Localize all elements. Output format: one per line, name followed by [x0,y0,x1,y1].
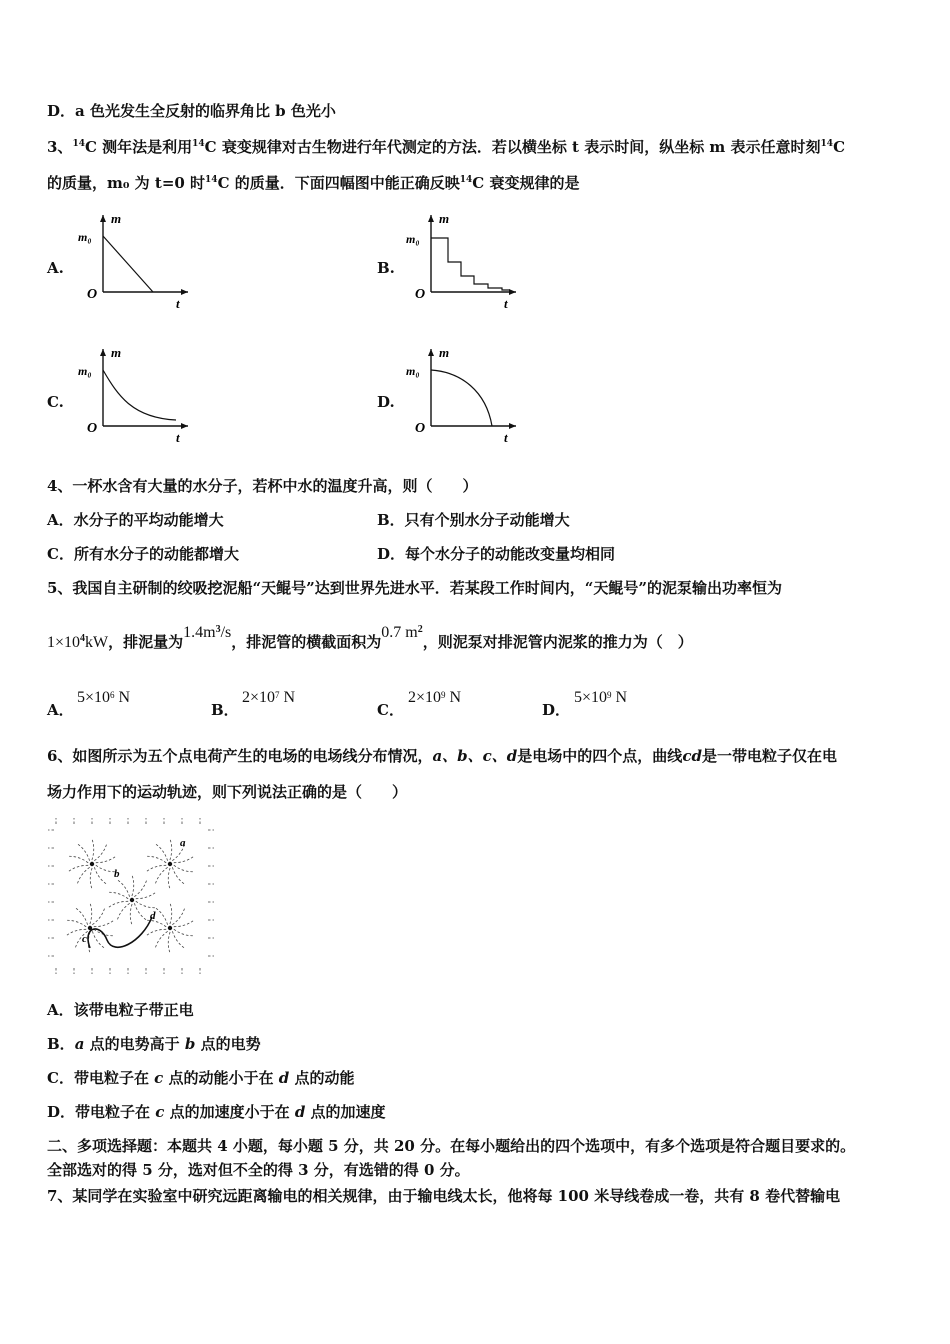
point-charge [168,926,172,930]
q4-stem: 4、一杯水含有大量的水分子，若杯中水的温度升高，则（ ） [47,477,478,495]
q3-graph-d [406,346,526,446]
q6-option-d: D．带电粒子在 c 点的加速度小于在 d 点的加速度 [47,1103,386,1121]
svg-text:d: d [150,910,156,922]
q5-option-d-value: $5\times 10^9$ N [574,689,628,706]
svg-text:t: t [176,430,180,445]
q6-option-c: C．带电粒子在 c 点的动能小于在 d 点的动能 [47,1069,355,1087]
field-line [168,868,170,890]
point-charge [90,862,94,866]
q5-option-b-label: B． [211,701,239,719]
q4-option-b: B．只有个别水分子动能增大 [377,511,570,529]
svg-text:m: m [439,211,450,226]
q6-stem-line1: 6、如图所示为五个点电荷产生的电场的电场线分布情况，a、b、c、d是电场中的四个点，曲线cd是一带电粒子仅在电 [47,747,837,765]
decay-curve-linear [103,236,153,292]
field-line [76,843,89,861]
field-line [134,879,147,897]
field-line [94,867,107,885]
q5-option-a-label: A． [47,701,74,719]
svg-text:O: O [87,287,98,302]
field-line [117,903,130,921]
field-line [174,929,195,936]
field-line [172,931,185,949]
svg-text:m: m [111,211,122,226]
field-line [74,907,87,925]
q6-stem-line2: 场力作用下的运动轨迹，则下列说法正确的是（ ） [47,783,408,801]
field-line [65,920,86,927]
decay-curve-stepped [431,238,510,290]
field-line [136,901,157,908]
section2-heading-line1: 二、多项选择题：本题共 4 小题，每小题 5 分，共 20 分。在每小题给出的四个选项中，有多个选项是符合题目要求的。 [47,1137,856,1155]
field-line [172,867,185,885]
q7-stem: 7、某同学在实验室中研究远距离输电的相关规律，由于输电线太长，他将每 100 米导线卷成一卷，共有 8 卷代替输电 [47,1187,841,1205]
point-charge [168,862,172,866]
field-line [130,904,132,926]
q5-stem: 5、我国自主研制的绞吸挖泥船“天鲲号”达到世界先进水平．若某段工作时间内，“天鲲号”的泥泵输出功率恒为 [47,579,782,597]
q5-option-c-value: $2\times 10^9$ N [408,689,462,706]
field-line [67,856,88,863]
q3-graph-a [78,212,198,312]
particle-trajectory-cd [88,917,152,948]
field-line [154,843,167,861]
q3-stem-line1: 3、$^{14}$C 测年法是利用$^{14}$C 衰变规律对古生物进行年代测定的方法．若以横坐标 t 表示时间，纵坐标 m 表示任意时刻$^{14}$C [47,138,846,156]
q3-option-c-label: C. [47,393,64,411]
q2-option-d: D．a 色光发生全反射的临界角比 b 色光小 [47,102,336,120]
q6-electric-field-figure [52,822,212,972]
q6-option-b: B．a 点的电势高于 b 点的电势 [47,1035,261,1053]
q3-stem-line2: 的质量，m₀ 为 t=0 时$^{14}$C 的质量．下面四幅图中能正确反映$^{14}$C 衰变规律的是 [47,174,580,192]
q5-option-b-value: $2\times 10^7$ N [242,689,296,706]
q4-option-a: A．水分子的平均动能增大 [47,511,224,529]
q5-stem-line2: $1\times 10^4kW$，排泥量为$1.4m^3/s$，排泥管的横截面积为0.7 $m^2$，则泥泵对排泥管内泥浆的推力为（ ） [47,624,693,651]
field-line [107,892,128,899]
q5-option-a-value: $5\times 10^6$ N [77,689,131,706]
svg-text:t: t [504,430,508,445]
field-line [170,838,172,860]
svg-text:t: t [176,296,180,311]
section2-heading-line2: 全部选对的得 5 分，选对但不全的得 3 分，有选错的得 0 分。 [47,1161,470,1179]
svg-text:m₀: m₀ [78,230,92,244]
q4-option-d: D．每个水分子的动能改变量均相同 [377,545,616,563]
q3-option-b-label: B. [377,259,395,277]
svg-text:a: a [180,837,186,849]
field-line [155,867,168,885]
svg-text:m₀: m₀ [406,364,420,378]
svg-text:c: c [82,933,87,945]
field-line [168,932,170,954]
field-line [94,843,107,861]
field-line [132,874,134,896]
field-line [92,907,105,925]
svg-text:b: b [114,868,120,880]
q3-option-a-label: A. [47,259,64,277]
q3-graph-c [78,346,198,446]
svg-text:O: O [415,287,426,302]
svg-text:O: O [87,421,98,436]
q5-option-c-label: C． [377,701,404,719]
svg-text:m₀: m₀ [406,232,420,246]
field-line [174,865,195,872]
field-line [145,856,166,863]
svg-text:O: O [415,421,426,436]
field-line [92,838,94,860]
field-line [155,931,168,949]
q3-graph-b [406,212,526,312]
field-line [90,902,92,924]
svg-text:m₀: m₀ [78,364,92,378]
svg-text:m: m [111,345,122,360]
svg-text:m: m [439,345,450,360]
q3-option-d-label: D. [377,393,395,411]
q5-option-d-label: D． [542,701,571,719]
field-line [77,867,90,885]
field-line [90,868,92,890]
q4-option-c: C．所有水分子的动能都增大 [47,545,239,563]
field-line [170,902,172,924]
svg-text:t: t [504,296,508,311]
decay-curve-exponential [103,370,176,420]
point-charge [130,898,134,902]
field-line [116,879,129,897]
decay-curve-arc [431,370,492,426]
field-line [154,907,167,925]
field-line [134,903,147,921]
field-line [172,907,185,925]
q6-option-a: A．该带电粒子带正电 [47,1001,194,1019]
